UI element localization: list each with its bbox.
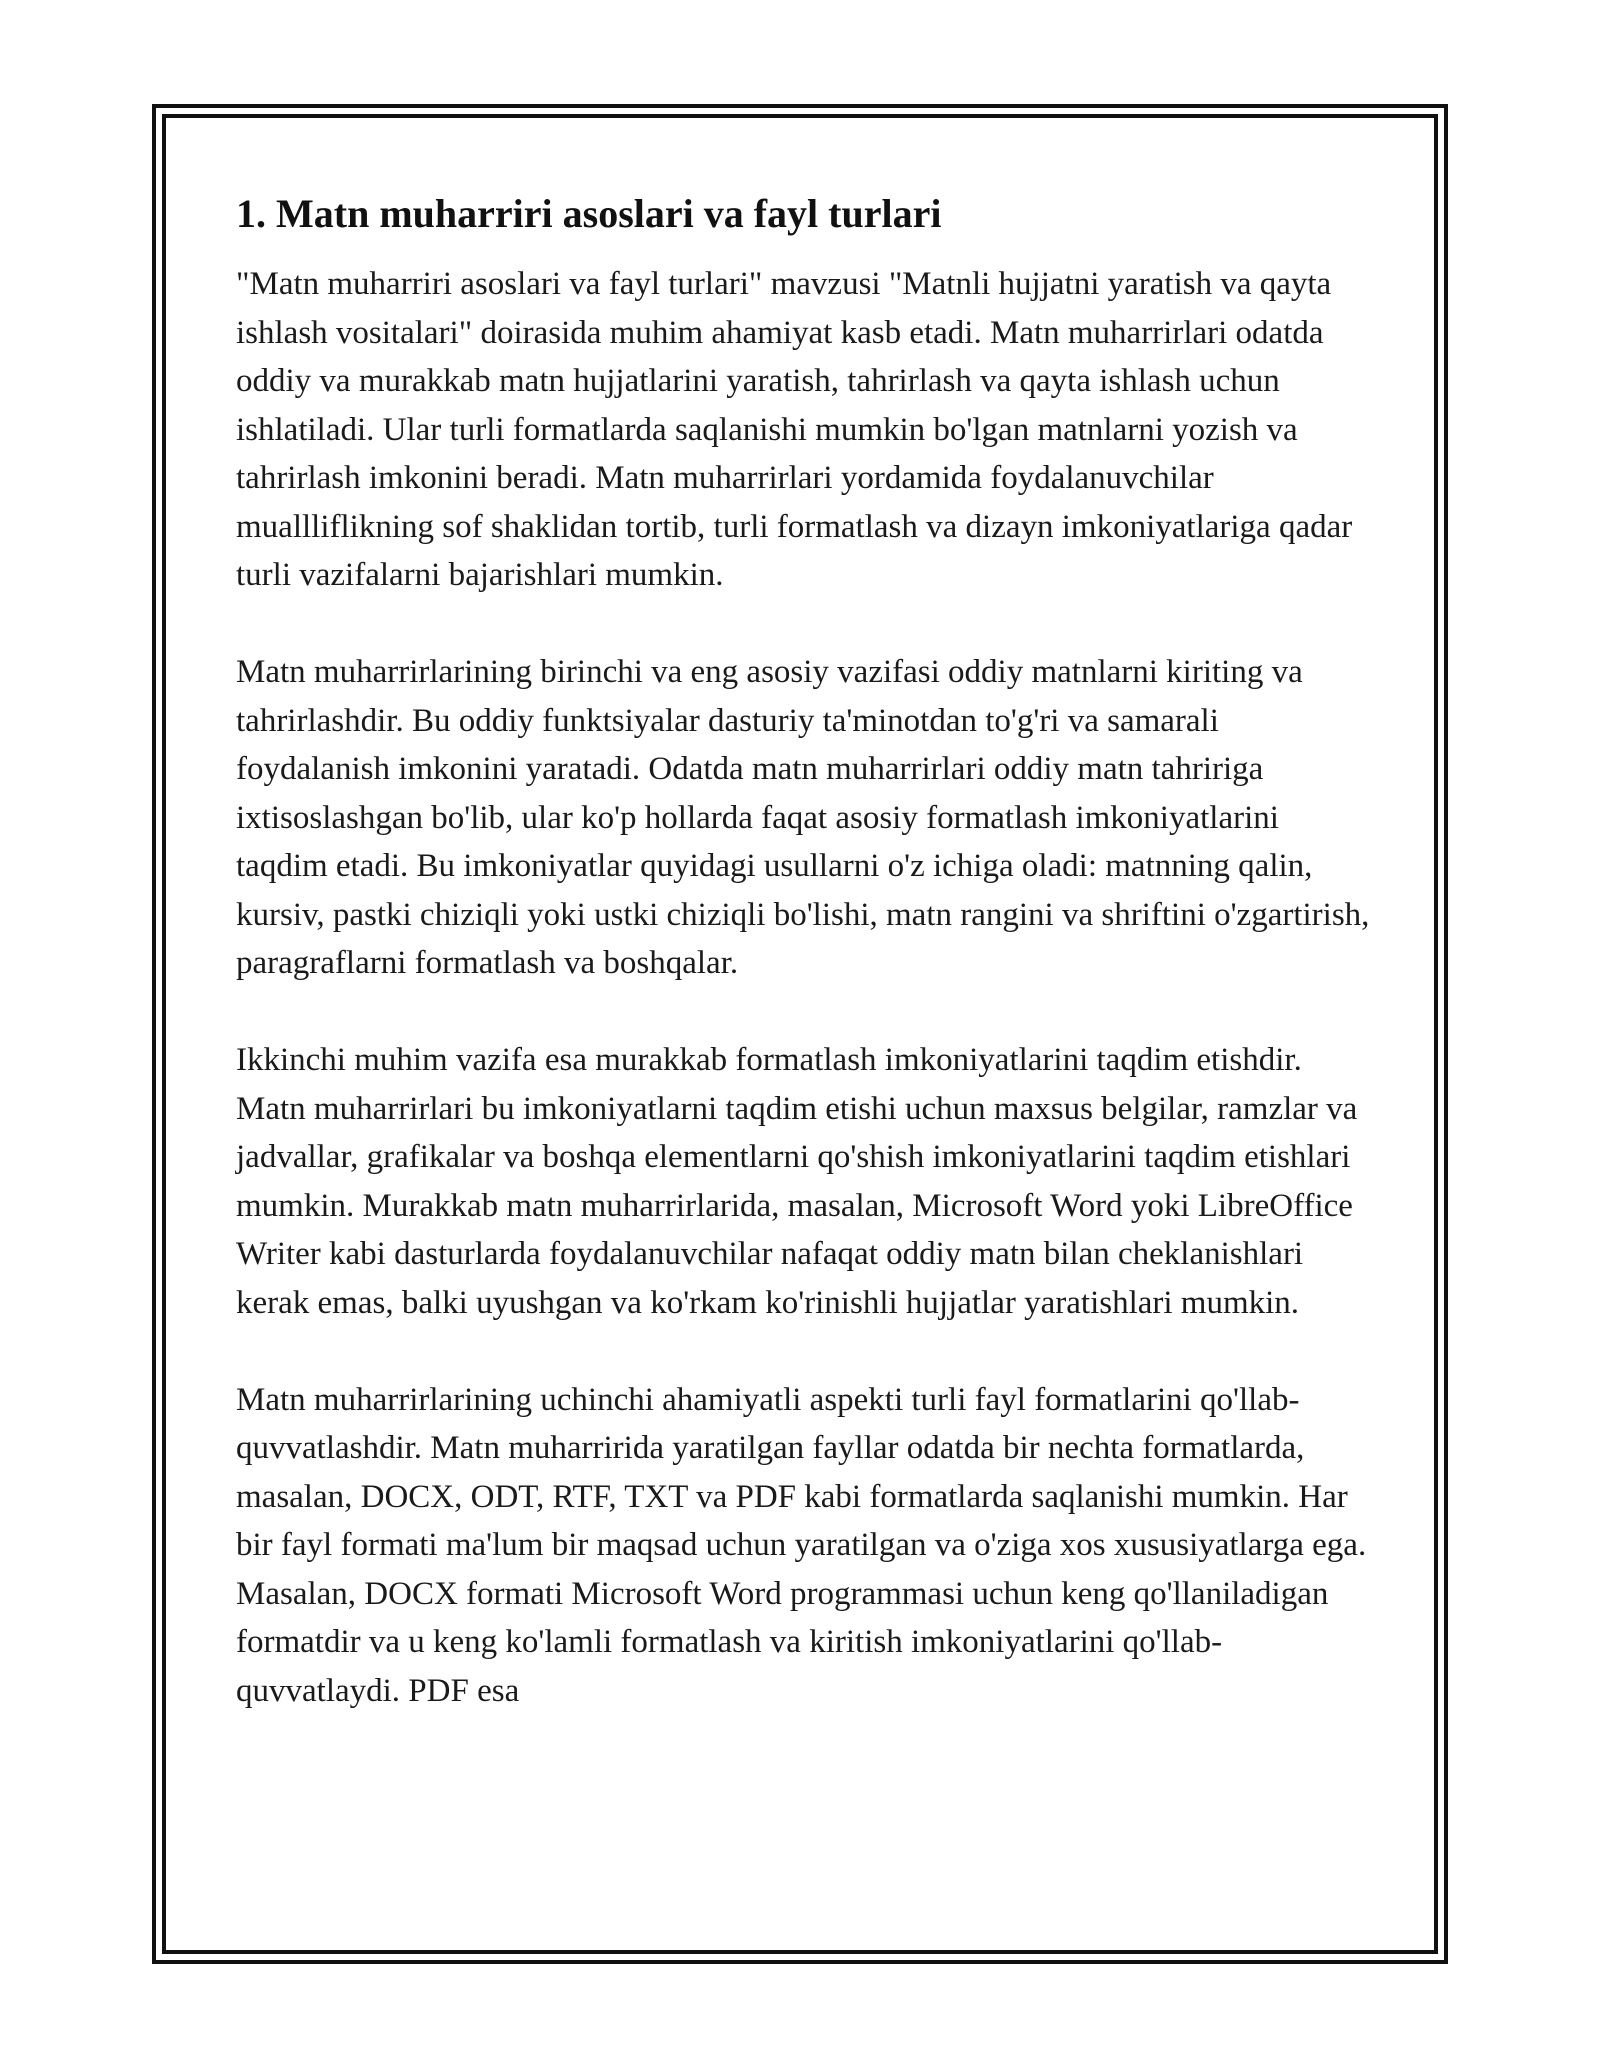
paragraph-first-function: Matn muharrirlarining birinchi va eng asosiy vazifasi oddiy matnlarni kiriting va tahrirlashdir. Bu oddiy funktsiyalar dasturiy ta'minotdan to'g'ri va samarali foydalanish imkonini yaratadi. Odatda matn muharrirlari oddiy matn tahririga ixtisoslashgan bo'lib, ular ko'p hollarda faqat asosiy formatlash imkoniyatlarini taqdim etadi. Bu imkoniyatlar quyidagi usullarni o'z ichiga oladi: matnning qalin, kursiv, pastki chiziqli yoki ustki chiziqli bo'lishi, matn rangini va shriftini o'zgartirish, paragraflarni formatlash va boshqalar.: [236, 654, 1370, 981]
document-body: [236, 186, 1376, 1764]
paragraph-third-aspect: Matn muharrirlarining uchinchi ahamiyatli aspekti turli fayl formatlarini qo'llab-quvvatlashdir. Matn muharririda yaratilgan fayllar odatda bir nechta formatlarda, masalan, DOCX, ODT, RTF, TXT va PDF kabi formatlarda saqlanishi mumkin. Har bir fayl formati ma'lum bir maqsad uchun yaratilgan va o'ziga xos xususiyatlarga ega. Masalan, DOCX formati Microsoft Word programmasi uchun keng qo'llaniladigan formatdir va u keng ko'lamli formatlash va kiritish imkoniyatlarini qo'llab-quvvatlaydi. PDF esa: [236, 1381, 1367, 1709]
section-heading: 1. Matn muharriri asoslari va fayl turlari: [236, 191, 942, 236]
paragraph-intro: "Matn muharriri asoslari va fayl turlari" mavzusi "Matnli hujjatni yaratish va qayta ishlash vositalari" doirasida muhim ahamiyat kasb etadi. Matn muharrirlari odatda oddiy va murakkab matn hujjatlarini yaratish, tahrirlash va qayta ishlash uchun ishlatiladi. Ular turli formatlarda saqlanishi mumkin bo'lgan matnlarni yozish va tahrirlash imkonini beradi. Matn muharrirlari yordamida foydalanuvchilar muallliflikning sof shaklidan tortib, turli formatlash va dizayn imkoniyatlariga qadar turli vazifalarni bajarishlari mumkin.: [236, 266, 1353, 593]
paragraph-second-function: Ikkinchi muhim vazifa esa murakkab formatlash imkoniyatlarini taqdim etishdir. Matn muharrirlari bu imkoniyatlarni taqdim etishi uchun maxsus belgilar, ramzlar va jadvallar, grafikalar va boshqa elementlarni qo'shish imkoniyatlarini taqdim etishlari mumkin. Murakkab matn muharrirlarida, masalan, Microsoft Word yoki LibreOffice Writer kabi dasturlarda foydalanuvchilar nafaqat oddiy matn bilan cheklanishlari kerak emas, balki uyushgan va ko'rkam ko'rinishli hujjatlar yaratishlari mumkin.: [236, 1042, 1358, 1321]
